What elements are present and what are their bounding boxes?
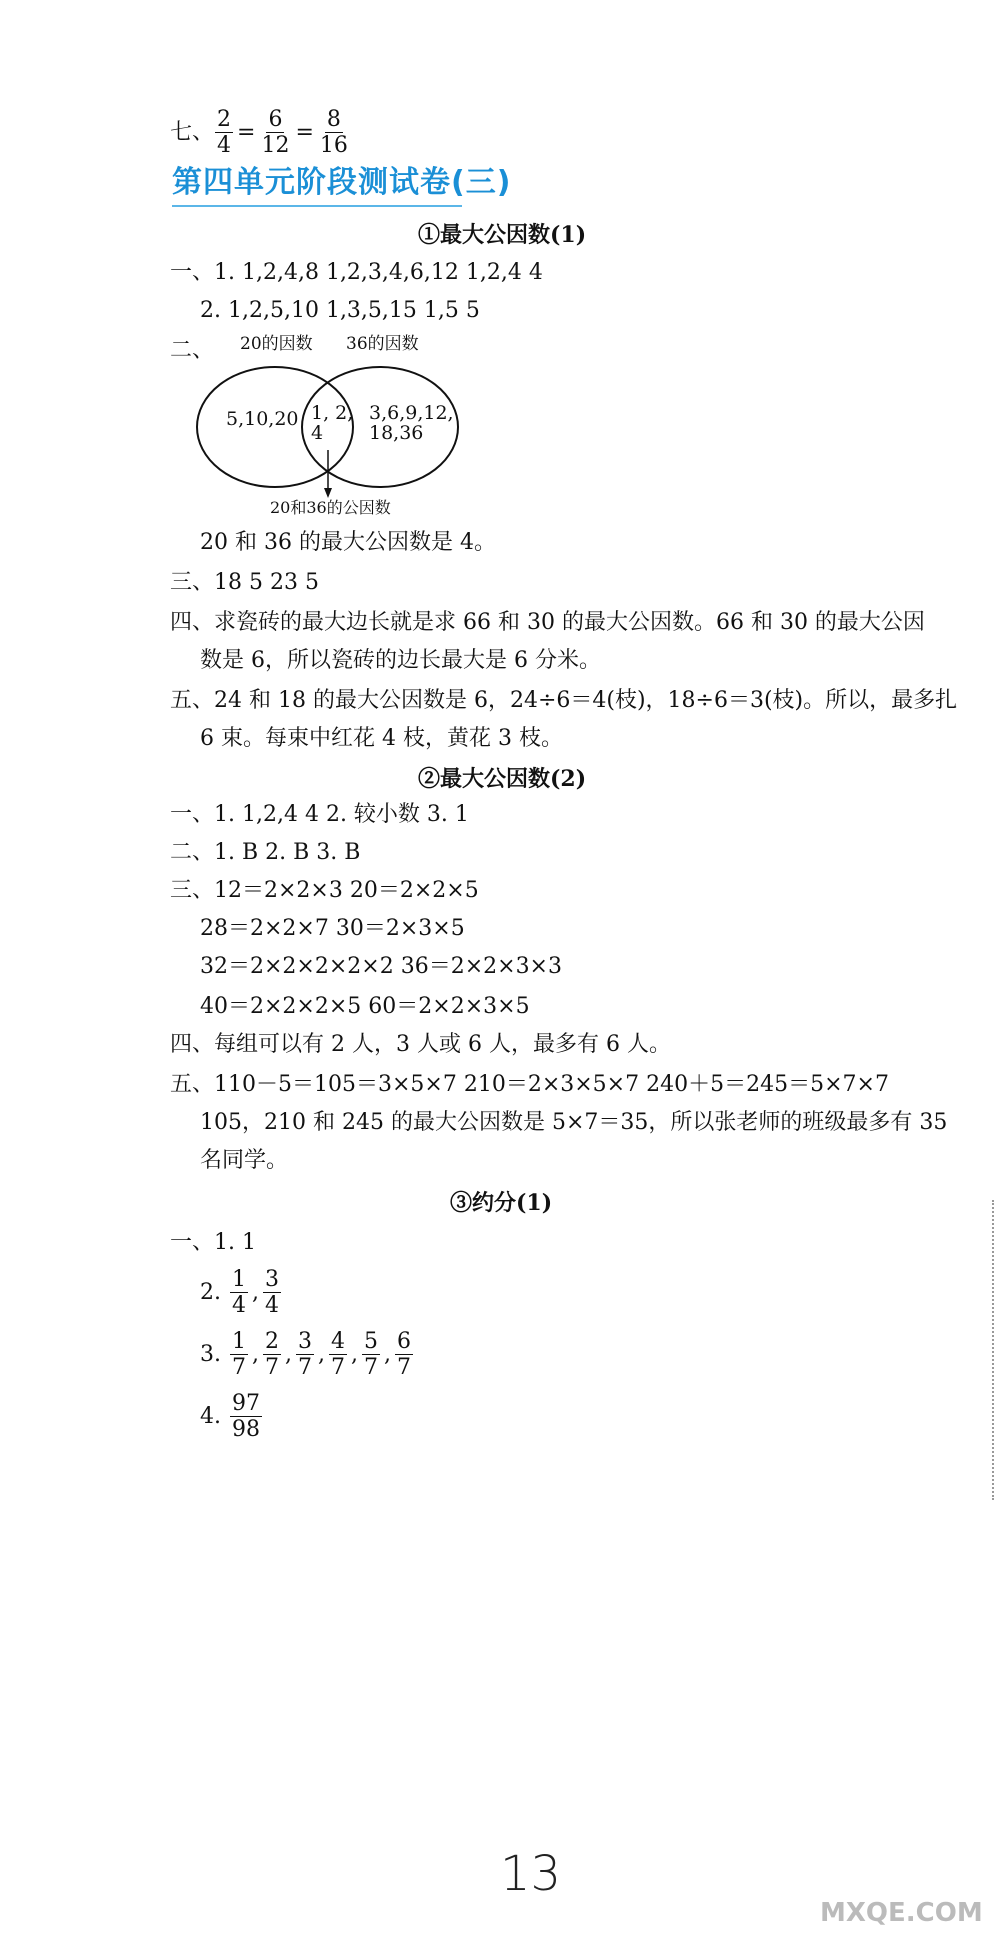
- venn-right-label: 36的因数: [346, 334, 419, 354]
- part2-q3-line2: 28＝2×2×7 30＝2×3×5: [200, 916, 465, 941]
- part3-q1-3-fraction: [230, 1330, 248, 1379]
- section-title: 第四单元阶段测试卷(三): [172, 165, 512, 200]
- part2-q5-line2: 105，210 和 245 的最大公因数是 5×7＝35，所以张老师的班级最多有 35: [200, 1110, 948, 1135]
- part3-q1-4-fraction-numerator: 97: [232, 1391, 260, 1416]
- answer-seven-fraction-numerator: 2: [217, 107, 232, 132]
- part3-q1-3-fraction-denominator: 7: [232, 1355, 246, 1381]
- part1-q1-line1: 一、1. 1,2,4,8 1,2,3,4,6,12 1,2,4 4: [170, 260, 543, 285]
- part3-q1-3-fraction-denominator: 7: [397, 1355, 411, 1381]
- part3-subtitle: ③约分(1): [450, 1190, 553, 1216]
- part1-q2-prefix: 二、: [170, 338, 215, 363]
- part2-subtitle: ②最大公因数(2): [418, 766, 587, 792]
- part2-q4: 四、每组可以有 2 人，3 人或 6 人，最多有 6 人。: [170, 1032, 671, 1057]
- part3-q1-2-prefix: 2.: [200, 1279, 221, 1305]
- part3-q1-3-fraction-numerator: 5: [364, 1329, 378, 1354]
- part3-q1-3-fraction: [296, 1330, 314, 1379]
- part3-q1-2-separator: ,: [252, 1279, 259, 1305]
- answer-seven-separator: =: [295, 119, 314, 145]
- venn-svg: [180, 330, 480, 520]
- section-title-underline: [172, 205, 462, 207]
- part1-q2-answer: 20 和 36 的最大公因数是 4。: [200, 530, 496, 555]
- venn-left-label: 20的因数: [240, 334, 313, 354]
- answer-seven-separator: =: [237, 119, 256, 145]
- answer-seven-fraction-denominator: 4: [217, 133, 232, 159]
- part3-q1-3-separator: ,: [351, 1341, 358, 1367]
- part3-q1-3-fraction-denominator: 7: [298, 1355, 312, 1381]
- answer-seven-fraction-numerator: 6: [268, 107, 283, 132]
- answer-seven-fraction: [318, 108, 350, 157]
- part2-q5-line1: 五、110－5＝105＝3×5×7 210＝2×3×5×7 240＋5＝245＝5×7×7: [170, 1072, 889, 1097]
- part3-q1-3-fraction-numerator: 1: [232, 1329, 246, 1354]
- venn-right-only-line1: 3,6,9,12,: [369, 402, 454, 424]
- page-edge-dots: [992, 1200, 1000, 1500]
- part1-q4-line2: 数是 6，所以瓷砖的边长最大是 6 分米。: [200, 648, 601, 673]
- part3-q1-3-fraction-numerator: 6: [397, 1329, 411, 1354]
- part2-q1: 一、1. 1,2,4 4 2. 较小数 3. 1: [170, 802, 469, 827]
- part3-q1-3-fraction-denominator: 7: [265, 1355, 279, 1381]
- answer-seven-fraction: [259, 108, 291, 157]
- part3-q1-4: [200, 1392, 263, 1441]
- part3-q1-3-separator: ,: [384, 1341, 391, 1367]
- part3-q1-2-fraction: [263, 1268, 281, 1317]
- answer-seven-fraction-denominator: 16: [319, 133, 348, 159]
- venn-arrow-label: 20和36的公因数: [270, 498, 391, 517]
- part2-q3-line4: 40＝2×2×2×5 60＝2×2×3×5: [200, 994, 530, 1019]
- part3-q1-3-fraction: [362, 1330, 380, 1379]
- part1-subtitle: ①最大公因数(1): [418, 222, 587, 248]
- part3-q1-2-fraction-denominator: 4: [232, 1293, 246, 1319]
- part2-q3-line1: 三、12＝2×2×3 20＝2×2×5: [170, 878, 479, 903]
- part1-q1-line2: 2. 1,2,5,10 1,3,5,15 1,5 5: [200, 298, 480, 323]
- answer-seven-fraction-denominator: 12: [261, 133, 290, 159]
- handwritten-page-number: 13: [500, 1846, 562, 1902]
- part2-q2: 二、1. B 2. B 3. B: [170, 840, 361, 865]
- part3-q1-2-fraction-numerator: 1: [232, 1267, 246, 1292]
- part3-q1-3-fraction-numerator: 3: [298, 1329, 312, 1354]
- venn-right-only-line2: 18,36: [369, 422, 424, 444]
- part1-q3: 三、18 5 23 5: [170, 570, 319, 595]
- part3-q1-3-fraction-numerator: 4: [331, 1329, 345, 1354]
- part3-q1-3-fraction-denominator: 7: [364, 1355, 378, 1381]
- part3-q1-3-fraction: [395, 1330, 413, 1379]
- part1-q5-line2: 6 束。每束中红花 4 枝，黄花 3 枝。: [200, 726, 563, 751]
- answer-seven: [170, 108, 351, 157]
- part3-q1-2-fraction: [230, 1268, 248, 1317]
- venn-intersection-line1: 1, 2,: [311, 402, 354, 424]
- part3-q1-3-fraction: [263, 1330, 281, 1379]
- part3-q1-2-fraction-numerator: 3: [265, 1267, 279, 1292]
- answer-seven-fraction: [215, 108, 233, 157]
- part3-q1-3: [200, 1330, 414, 1379]
- venn-intersection-line2: 4: [311, 422, 324, 444]
- part3-q1-4-fraction-denominator: 98: [232, 1417, 260, 1443]
- part3-q1-3-prefix: 3.: [200, 1341, 221, 1367]
- answer-seven-prefix: 七、: [170, 119, 215, 145]
- part3-q1-2: [200, 1268, 282, 1317]
- part2-q3-line3: 32＝2×2×2×2×2 36＝2×2×3×3: [200, 954, 562, 979]
- part1-q4-line1: 四、求瓷砖的最大边长就是求 66 和 30 的最大公因数。66 和 30 的最大公因: [170, 610, 925, 635]
- part3-q1-1: 一、1. 1: [170, 1230, 256, 1255]
- part3-q1-3-fraction: [329, 1330, 347, 1379]
- venn-left-only: 5,10,20: [226, 408, 299, 430]
- part3-q1-3-separator: ,: [252, 1341, 259, 1367]
- part1-q5-line1: 五、24 和 18 的最大公因数是 6，24÷6＝4(枝)，18÷6＝3(枝)。所以，最多扎: [170, 688, 958, 713]
- venn-arrow-head: [324, 488, 332, 498]
- part3-q1-3-separator: ,: [285, 1341, 292, 1367]
- part3-q1-3-fraction-denominator: 7: [331, 1355, 345, 1381]
- part3-q1-3-fraction-numerator: 2: [265, 1329, 279, 1354]
- part2-q5-line3: 名同学。: [200, 1148, 289, 1173]
- part3-q1-2-fraction-denominator: 4: [265, 1293, 279, 1319]
- part3-q1-4-prefix: 4.: [200, 1403, 221, 1429]
- part3-q1-4-fraction: [230, 1392, 262, 1441]
- answer-seven-fraction-numerator: 8: [326, 107, 341, 132]
- venn-diagram: [180, 330, 480, 520]
- part3-q1-3-separator: ,: [318, 1341, 325, 1367]
- watermark: MXQE.COM: [820, 1898, 983, 1928]
